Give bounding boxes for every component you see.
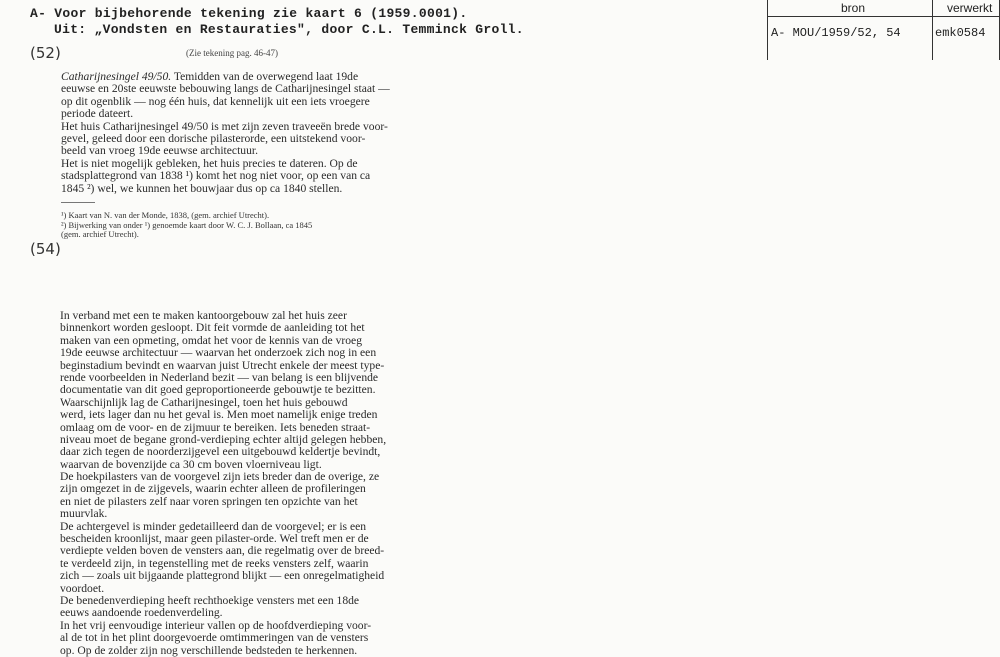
text-line: verdiepte velden boven de vensters aan, die regelmatig over de breed- xyxy=(60,544,385,558)
text-line: De hoekpilasters van de voorgevel zijn iets breder dan de overige, ze xyxy=(60,470,380,484)
source-table xyxy=(767,0,1000,60)
text-line: In het vrij eenvoudige interieur vallen op de hoofdverdieping voor- xyxy=(60,618,372,632)
text-line: stadsplattegrond van 1838 ¹) komt het nog niet voor, op een van ca xyxy=(61,169,371,183)
text-line: gevel, geleed door een dorische pilasterorde, een uitstekend voor- xyxy=(61,131,366,145)
table-cell-verwerkt: emk0584 xyxy=(935,26,986,40)
article-title: Catharijnesingel 49/50. xyxy=(61,70,172,83)
text-line: beginstadium bevindt en waarvan juist Utrecht enkele der meest type- xyxy=(60,358,385,372)
text-line: 19de eeuwse architectuur — waarvan het onderzoek zich nog in een xyxy=(60,346,377,360)
text-line: binnenkort worden gesloopt. Dit feit vormde de aanleiding tot het xyxy=(60,321,365,335)
footnote-2: ²) Bijwerking van onder ¹) genoemde kaart door W. C. J. Bollaan, ca 1845 xyxy=(61,219,313,230)
article-paragraph-1 xyxy=(61,71,390,195)
text-line: maken van een opmeting, omdat het voor de kennis van de vroeg xyxy=(60,333,362,347)
text-line: documentatie van dit goed geproportioneerde gebouwtje te bezitten. xyxy=(60,383,376,397)
text-line: periode dateert. xyxy=(61,107,134,121)
text-line: werd, iets lager dan nu het geval is. Men moet namelijk enige treden xyxy=(60,408,378,422)
handwritten-page-52: (52) xyxy=(30,44,61,62)
text-line: In verband met een te maken kantoorgebouw zal het huis zeer xyxy=(60,309,347,322)
text-line: muurvlak. xyxy=(60,507,108,521)
text-line: en niet de pilasters zelf naar voren springen ten opzichte van het xyxy=(60,494,358,508)
text-line: eeuwse en 20ste eeuwste bebouwing langs de Catharijnesingel staat — xyxy=(61,82,390,96)
footnotes xyxy=(61,211,312,240)
text-line: waarvan de bovenzijde ca 30 cm boven vloerniveau ligt. xyxy=(60,457,322,471)
text-line: zich — zoals uit bijgaande plattegrond blijkt — een onregelmatigheid xyxy=(60,569,385,583)
text-line: zijn omgezet in de zijgevels, waarin echter alleen de profileringen xyxy=(60,482,366,496)
text-line: al de tot in het plint doorgevoerde omtimmeringen van de vensters xyxy=(60,631,369,645)
table-header-verwerkt: verwerkt xyxy=(947,1,993,15)
footnote-separator xyxy=(61,202,95,203)
text-line: te verdeeld zijn, in tegenstelling met de reeks vensters zelf, waarin xyxy=(60,556,369,570)
text-line: rende voorbeelden in Nederland bezit — van belang is een blijvende xyxy=(60,370,379,384)
text-line: Waarschijnlijk lag de Catharijnesingel, toen het huis gebouwd xyxy=(60,395,348,409)
text-line: op dit ogenblik — nog één huis, dat kennelijk uit een iets vroegere xyxy=(61,94,370,108)
text-line: De achtergevel is minder gedetailleerd dan de voorgevel; er is een xyxy=(60,519,367,533)
table-border-middle xyxy=(932,0,933,60)
table-cell-bron: A- MOU/1959/52, 54 xyxy=(771,26,901,40)
text-line: De benedenverdieping heeft rechthoekige vensters met een 18de xyxy=(60,593,360,607)
text-line: Het huis Catharijnesingel 49/50 is met zijn zeven traveeën brede voor- xyxy=(61,119,388,133)
text-line: daar zich tegen de noorderzijgevel een uitgebouwd keldertje bevindt, xyxy=(60,445,381,459)
text-line: bescheiden kroonlijst, maar geen pilaster-orde. Wel treft men er de xyxy=(60,532,369,546)
text-line: voordoet. xyxy=(60,581,105,595)
text-line: niveau moet de begane grond-verdieping echter altijd gelegen hebben, xyxy=(60,432,387,446)
archive-header-line-1: A- Voor bijbehorende tekening zie kaart 6 (1959.0001). xyxy=(30,6,468,21)
text-line: Het is niet mogelijk gebleken, het huis precies te dateren. Op de xyxy=(61,156,358,170)
text-line: omlaag om de voor- en de zijmuur te bereiken. Iets beneden straat- xyxy=(60,420,371,434)
table-border-left xyxy=(767,0,768,60)
text-line: beeld van vroeg 19de eeuwse architectuur. xyxy=(61,144,259,158)
text-line: 1845 ²) wel, we kunnen het bouwjaar dus op ca 1840 stellen. xyxy=(61,181,343,195)
see-drawing-note: (Zie tekening pag. 46-47) xyxy=(186,48,278,58)
archive-header-line-2: Uit: „Vondsten en Restauraties", door C.L. Temminck Groll. xyxy=(54,22,524,37)
text-line: Temidden van de overwegend laat 19de xyxy=(171,70,359,83)
footnote-1: ¹) Kaart van N. van der Monde, 1838, (gem. archief Utrecht). xyxy=(61,210,270,220)
text-line: eeuws aandoende roedenverdeling. xyxy=(60,606,223,620)
article-paragraph-2 xyxy=(60,310,386,657)
table-header-divider xyxy=(767,16,1000,17)
text-line: op. Op de zolder zijn nog verschillende bedsteden te herkennen. xyxy=(60,643,358,657)
footnote-2-cont: (gem. archief Utrecht). xyxy=(61,229,139,239)
table-header-bron: bron xyxy=(841,1,866,15)
handwritten-page-54: (54) xyxy=(30,240,61,258)
